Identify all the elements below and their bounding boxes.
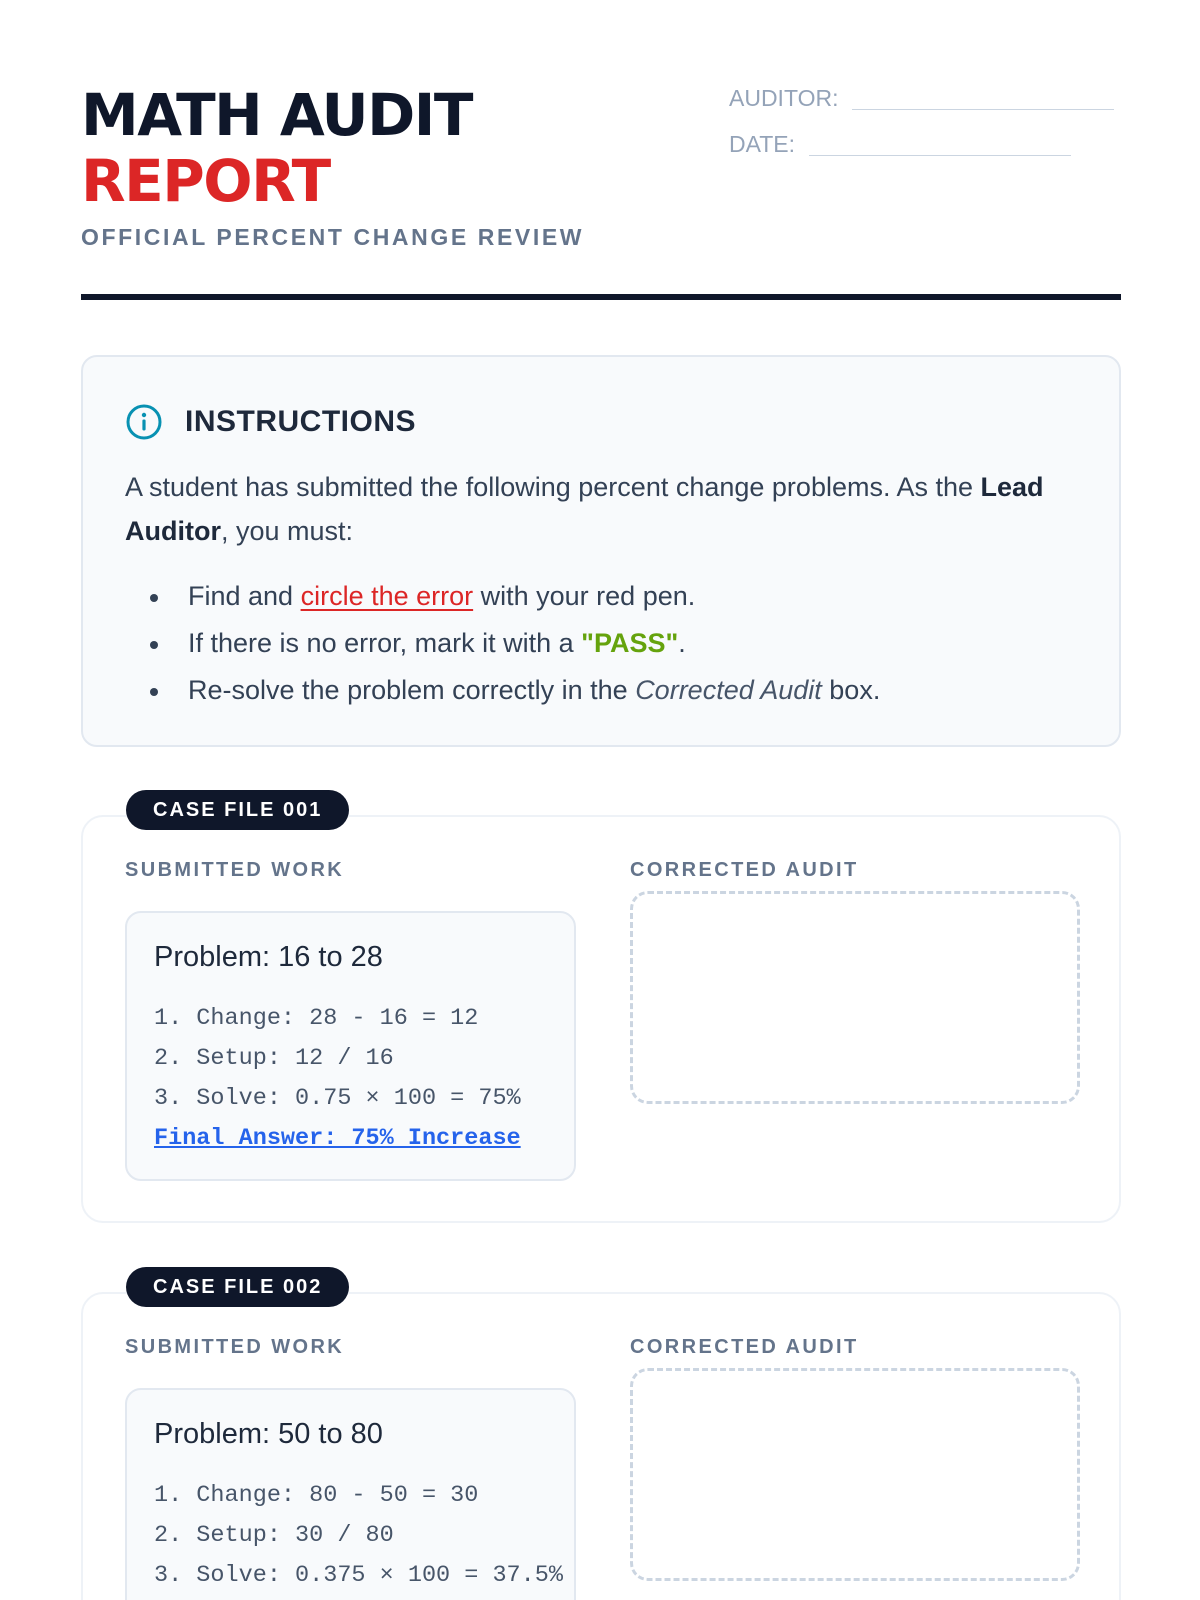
solution-step: 3. Solve: 0.75 × 100 = 75% <box>154 1085 521 1112</box>
list-item <box>125 667 880 714</box>
corrected-audit-box[interactable] <box>630 1368 1080 1581</box>
submitted-work-box <box>125 1388 576 1600</box>
solution-step: 1. Change: 28 - 16 = 12 <box>154 1005 479 1032</box>
solution-step: 2. Setup: 12 / 16 <box>154 1045 394 1072</box>
case-file-card <box>81 799 1121 1223</box>
instructions-intro <box>125 465 1045 553</box>
list-item <box>125 620 880 667</box>
pass-emphasis: "PASS" <box>581 628 679 658</box>
solution-step: 1. Change: 80 - 50 = 30 <box>154 1482 479 1509</box>
bullet-text: Re-solve the problem correctly in the <box>188 675 636 705</box>
header-divider <box>81 294 1121 300</box>
corrected-audit-emphasis: Corrected Audit <box>635 675 822 705</box>
date-row <box>729 128 1121 158</box>
submitted-work-label: SUBMITTED WORK <box>125 1336 345 1358</box>
page-subtitle: OFFICIAL PERCENT CHANGE REVIEW <box>81 224 585 250</box>
bullet-text: If there is no error, mark it with a <box>188 628 582 658</box>
solution-step: 3. Solve: 0.375 × 100 = 37.5% <box>154 1562 563 1589</box>
corrected-audit-label: CORRECTED AUDIT <box>630 859 859 881</box>
case-file-tag: CASE FILE 002 <box>126 1267 349 1307</box>
auditor-row <box>729 82 1121 112</box>
corrected-audit-label: CORRECTED AUDIT <box>630 1336 859 1358</box>
auditor-label: AUDITOR: <box>729 85 839 111</box>
report-header <box>81 0 1121 300</box>
bullet-text: Find and <box>188 581 301 611</box>
list-item <box>125 573 880 620</box>
case-file-card <box>81 1276 1121 1600</box>
instructions-header <box>125 403 416 441</box>
instructions-list <box>125 573 880 714</box>
bullet-text-end: with your red pen. <box>473 581 696 611</box>
bullet-text-end: box. <box>821 675 881 705</box>
instructions-title: INSTRUCTIONS <box>185 405 416 438</box>
auditor-meta <box>729 82 1121 174</box>
solution-steps <box>154 1476 574 1596</box>
intro-bold: Lead Auditor <box>125 472 1044 546</box>
audit-page <box>81 0 1121 1589</box>
corrected-audit-box[interactable] <box>630 891 1080 1104</box>
title-line-2: REPORT <box>81 147 330 215</box>
problem-title: Problem: 50 to 80 <box>154 1418 383 1450</box>
submitted-work-box <box>125 911 576 1181</box>
circle-error-emphasis: circle the error <box>300 581 474 611</box>
auditor-blank-line <box>852 109 1114 110</box>
solution-step: 2. Setup: 30 / 80 <box>154 1522 394 1549</box>
problem-title: Problem: 16 to 28 <box>154 941 383 973</box>
submitted-work-label: SUBMITTED WORK <box>125 859 345 881</box>
bullet-text-end: . <box>678 628 686 658</box>
intro-text-end: , you must: <box>220 516 354 546</box>
instructions-panel <box>81 355 1121 747</box>
title-line-1: MATH AUDIT <box>81 81 472 149</box>
page-title <box>81 82 472 214</box>
date-label: DATE: <box>729 131 796 157</box>
final-answer: Final Answer: 75% Increase <box>154 1125 521 1152</box>
info-icon <box>125 403 163 441</box>
solution-steps <box>154 999 574 1159</box>
date-blank-line <box>809 155 1071 156</box>
intro-text: A student has submitted the following percent change problems. As the <box>125 472 981 502</box>
case-file-tag: CASE FILE 001 <box>126 790 349 830</box>
